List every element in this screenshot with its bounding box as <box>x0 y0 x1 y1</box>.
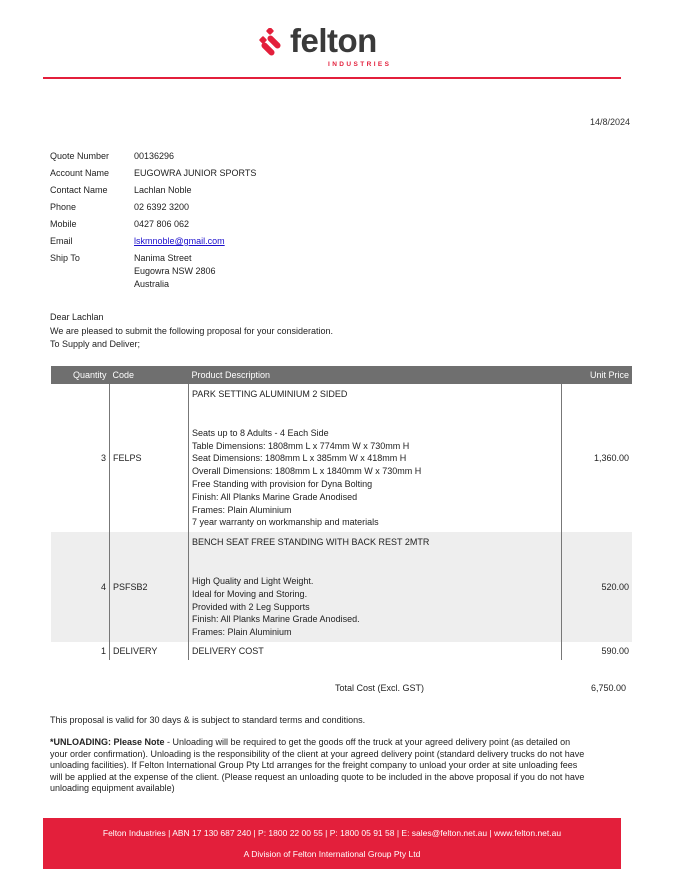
item-quantity: 4 <box>51 532 110 642</box>
item-detail-line: Free Standing with provision for Dyna Bolting <box>192 478 373 489</box>
item-quantity: 3 <box>51 384 110 532</box>
item-detail-line: Table Dimensions: 1808mm L x 774mm W x 730mm H <box>192 440 410 451</box>
intro-letter <box>50 311 333 352</box>
item-code: PSFSB2 <box>110 532 189 642</box>
address-line: Australia <box>134 279 170 289</box>
item-unit-price: 1,360.00 <box>593 452 629 463</box>
mobile-number: 0427 806 062 <box>134 219 190 229</box>
footer-division-line: A Division of Felton International Group Pty Ltd <box>243 849 421 859</box>
header-divider <box>43 77 621 79</box>
quote-items-table <box>51 366 632 660</box>
table-header-row <box>51 366 632 384</box>
table-row <box>51 642 632 660</box>
detail-label: Ship To <box>50 253 80 263</box>
intro-line: We are pleased to submit the following proposal for your consideration. <box>50 325 333 336</box>
quote-date: 14/8/2024 <box>589 117 630 127</box>
unloading-note-text: - Unloading will be required to get the goods off the truck at your agreed delivery point (as detailed on your order confirmation). Unloading is the responsibility of the client at your agreed delivery point (standard delivery trucks do not have unloading facilities). If Felton International Group Pty Ltd arranges for the freight company to unload your order at site unloading fees will be applied at the expense of the client. (Please request an unloading quote to be included in the above proposal if you do not have unloading equipment available) <box>50 737 585 794</box>
unloading-note-heading: *UNLOADING: Please Note <box>50 737 165 747</box>
logo-wordmark: felton <box>290 22 377 59</box>
company-logo <box>258 22 398 72</box>
footer-contact-line: Felton Industries | ABN 17 130 687 240 | P: 1800 22 00 55 | P: 1800 05 91 58 | E: sales@felton.net.au | www.felton.net.au <box>102 828 562 838</box>
item-detail-line: Frames: Plain Aluminium <box>192 627 292 638</box>
ship-to-address <box>134 252 434 291</box>
detail-label: Contact Name <box>50 185 108 195</box>
column-header-unit-price: Unit Price <box>562 366 633 384</box>
detail-label: Quote Number <box>50 151 110 161</box>
column-header-code: Code <box>110 366 189 384</box>
total-label: Total Cost (Excl. GST) <box>335 683 425 693</box>
item-quantity: 1 <box>51 642 110 660</box>
greeting: Dear Lachlan <box>50 312 104 322</box>
item-code: FELPS <box>110 384 189 532</box>
item-detail-line: Overall Dimensions: 1808mm L x 1840mm W x 730mm H <box>192 466 422 477</box>
detail-label: Phone <box>50 202 77 212</box>
item-description <box>189 532 562 642</box>
email-link[interactable]: lskmnoble@gmail.com <box>134 236 225 246</box>
item-detail-line: High Quality and Light Weight. <box>192 575 314 586</box>
item-title: DELIVERY COST <box>192 645 264 656</box>
unloading-note <box>50 737 585 795</box>
item-title: PARK SETTING ALUMINIUM 2 SIDED <box>192 389 348 399</box>
item-description <box>189 384 562 532</box>
item-detail-line: Ideal for Moving and Storing. <box>192 588 308 599</box>
table-row <box>51 532 632 642</box>
account-name: EUGOWRA JUNIOR SPORTS <box>134 168 257 178</box>
detail-label: Email <box>50 236 73 246</box>
table-row <box>51 384 632 532</box>
logo-subtitle: INDUSTRIES <box>328 61 392 68</box>
item-detail-line: Seat Dimensions: 1808mm L x 385mm W x 418mm H <box>192 453 407 464</box>
footer-banner <box>43 818 621 869</box>
felton-mark-icon <box>258 28 284 58</box>
item-detail-line: Seats up to 8 Adults - 4 Each Side <box>192 427 329 438</box>
item-detail-line: Provided with 2 Leg Supports <box>192 601 310 612</box>
detail-label: Mobile <box>50 219 77 229</box>
item-detail-line: Finish: All Planks Marine Grade Anodised <box>192 491 358 502</box>
item-code: DELIVERY <box>110 642 189 660</box>
column-header-quantity: Quantity <box>51 366 110 384</box>
validity-statement: This proposal is valid for 30 days & is subject to standard terms and conditions. <box>50 715 366 725</box>
item-detail-line: Frames: Plain Aluminium <box>192 504 292 515</box>
item-unit-price: 590.00 <box>601 645 629 656</box>
item-description <box>189 642 562 660</box>
column-header-description: Product Description <box>189 366 562 384</box>
detail-label: Account Name <box>50 168 110 178</box>
item-title: BENCH SEAT FREE STANDING WITH BACK REST 2MTR <box>192 537 430 548</box>
item-detail-line: Finish: All Planks Marine Grade Anodised. <box>192 614 360 625</box>
total-value: 6,750.00 <box>591 683 627 693</box>
address-line: Nanima Street <box>134 253 192 263</box>
item-detail-line: 7 year warranty on workmanship and materials <box>192 517 379 528</box>
contact-name: Lachlan Noble <box>134 185 192 195</box>
quote-number: 00136296 <box>134 151 175 161</box>
address-line: Eugowra NSW 2806 <box>134 266 216 276</box>
intro-line: To Supply and Deliver; <box>50 339 141 349</box>
item-unit-price: 520.00 <box>562 532 633 642</box>
phone-number: 02 6392 3200 <box>134 202 190 212</box>
